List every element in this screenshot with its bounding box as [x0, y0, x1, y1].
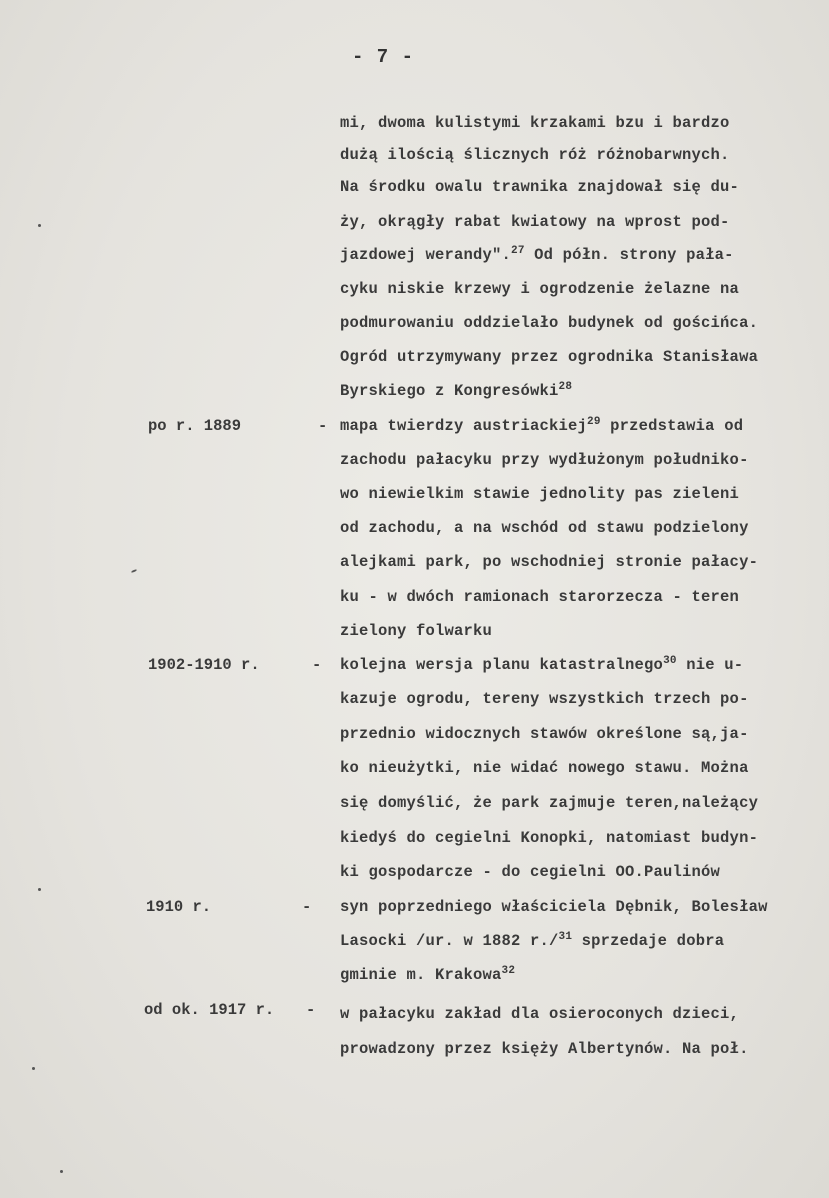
text-line: ki gospodarcze - do cegielni OO.Paulinów: [340, 863, 721, 881]
text-fragment: nie u-: [686, 656, 744, 674]
scan-speck: [38, 888, 41, 891]
text-line: [340, 656, 743, 674]
text-line: [340, 932, 724, 950]
text-line: się domyślić, że park zajmuje teren,należący: [340, 794, 759, 812]
entry-date-label: po r. 1889: [148, 417, 242, 435]
text-line: ży, okrągły rabat kwiatowy na wprost pod-: [340, 213, 730, 231]
scan-speck: [38, 224, 41, 227]
text-line: kiedyś do cegielni Konopki, natomiast budyn-: [340, 829, 759, 847]
entry-date-label: od ok. 1917 r.: [144, 1001, 275, 1019]
text-line: wo niewielkim stawie jednolity pas zieleni: [340, 485, 740, 503]
text-fragment: sprzedaje dobra: [581, 932, 725, 950]
footnote-ref: 29: [587, 415, 601, 428]
entry-dash: -: [312, 656, 322, 674]
entry-date-label: 1902-1910 r.: [148, 656, 260, 674]
footnote-ref: 28: [558, 380, 573, 393]
text-line: [340, 966, 515, 984]
text-line: [340, 382, 572, 400]
text-fragment: przedstawia od: [610, 417, 744, 435]
page-number: - 7 -: [352, 46, 415, 68]
text-line: podmurowaniu oddzielało budynek od gościńca.: [340, 314, 759, 332]
text-line: [340, 417, 743, 435]
text-line: Ogród utrzymywany przez ogrodnika Stanisława: [340, 348, 759, 366]
footnote-ref: 32: [501, 964, 516, 977]
text-line: dużą ilością ślicznych róż różnobarwnych.: [340, 146, 730, 164]
scan-speck: [60, 1170, 63, 1173]
text-line: [340, 246, 734, 264]
entry-dash: -: [318, 417, 328, 435]
entry-dash: -: [306, 1001, 316, 1019]
scan-speck: [32, 1067, 35, 1070]
text-line: w pałacyku zakład dla osieroconych dzieci,: [340, 1005, 740, 1023]
text-line: syn poprzedniego właściciela Dębnik, Bolesław: [340, 898, 768, 916]
footnote-ref: 31: [558, 930, 573, 943]
footnote-ref: 27: [511, 244, 525, 257]
text-line: ko nieużytki, nie widać nowego stawu. Można: [340, 759, 749, 777]
text-fragment: Byrskiego z Kongresówki: [340, 382, 559, 400]
text-fragment: kolejna wersja planu katastralnego: [340, 656, 664, 674]
text-line: ku - w dwóch ramionach starorzecza - teren: [340, 588, 740, 606]
entry-dash: -: [302, 898, 312, 916]
text-line: alejkami park, po wschodniej stronie pałacy-: [340, 553, 759, 571]
text-line: kazuje ogrodu, tereny wszystkich trzech po-: [340, 690, 749, 708]
text-line: przednio widocznych stawów określone są,ja-: [340, 725, 749, 743]
text-line: od zachodu, a na wschód od stawu podzielony: [340, 519, 749, 537]
footnote-ref: 30: [663, 654, 677, 667]
text-line: prowadzony przez księży Albertynów. Na poł.: [340, 1040, 749, 1058]
text-line: zielony folwarku: [340, 622, 493, 640]
text-line: cyku niskie krzewy i ogrodzenie żelazne na: [340, 280, 740, 298]
text-fragment: mapa twierdzy austriackiej: [340, 417, 588, 435]
scan-speck: [131, 569, 137, 573]
text-fragment: Lasocki /ur. w 1882 r./: [340, 932, 559, 950]
text-fragment: gminie m. Krakowa: [340, 966, 502, 984]
text-fragment: Od półn. strony pała-: [534, 246, 734, 264]
entry-date-label: 1910 r.: [146, 898, 212, 916]
text-line: mi, dwoma kulistymi krzakami bzu i bardzo: [340, 114, 730, 132]
text-line: zachodu pałacyku przy wydłużonym południko-: [340, 451, 749, 469]
text-fragment: jazdowej werandy".: [340, 246, 512, 264]
text-line: Na środku owalu trawnika znajdował się du-: [340, 178, 740, 196]
